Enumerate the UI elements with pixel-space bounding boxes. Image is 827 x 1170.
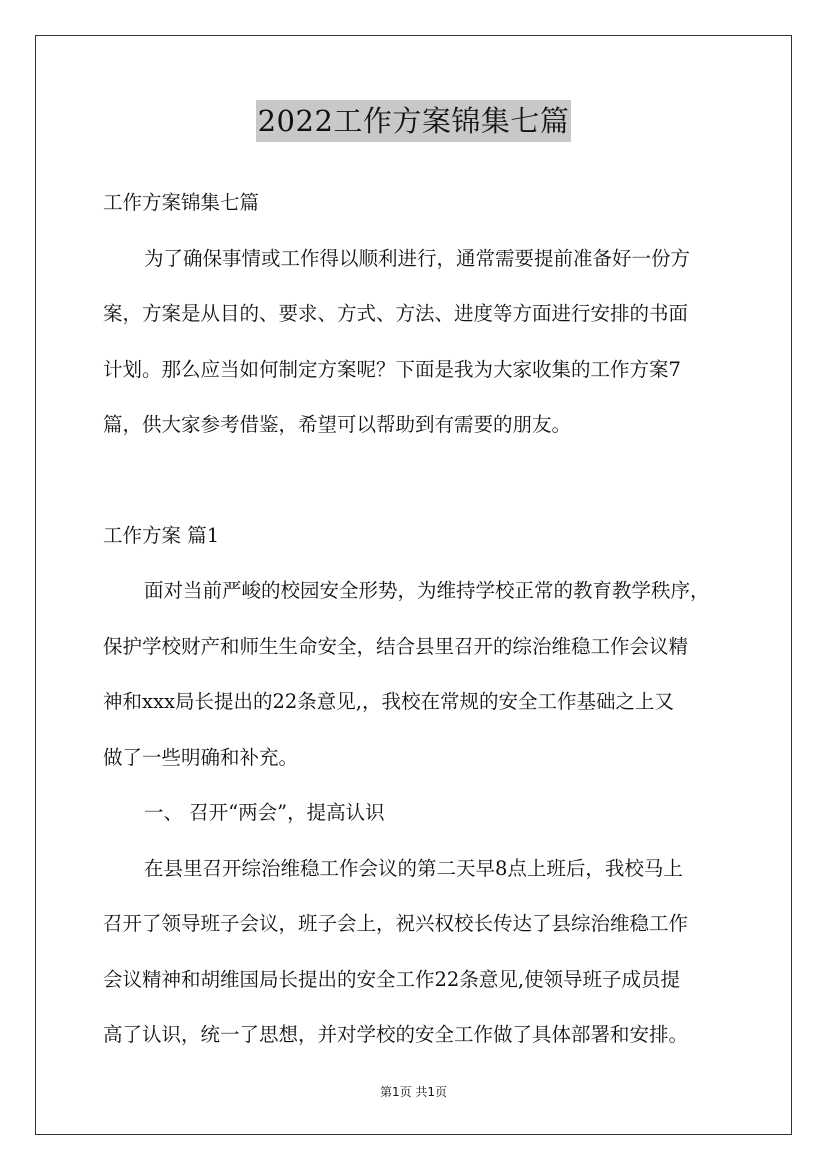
section-heading: 工作方案 篇1 xyxy=(103,523,220,547)
paragraph-gap xyxy=(103,453,733,508)
document-subtitle: 工作方案锦集七篇 xyxy=(103,191,260,214)
document-body xyxy=(103,175,733,1063)
paragraph-line: 高了认识，统一了思想，并对学校的安全工作做了具体部署和安排。 xyxy=(103,1023,689,1046)
paragraph-line: 保护学校财产和师生生命安全，结合县里召开的综治维稳工作会议精 xyxy=(103,634,689,658)
paragraph-line: 神和xxx局长提出的22条意见,，我校在常规的安全工作基础之上又 xyxy=(103,690,675,713)
title-container xyxy=(0,100,827,142)
intro-line: 篇，供大家参考借鉴，希望可以帮助到有需要的朋友。 xyxy=(103,413,572,436)
page-footer: 第1页 共1页 xyxy=(379,1085,448,1099)
intro-line: 计划。那么应当如何制定方案呢？下面是我为大家收集的工作方案7 xyxy=(103,357,681,381)
list-item-heading: 一、 召开“两会”，提高认识 xyxy=(144,801,385,824)
paragraph-line: 召开了领导班子会议，班子会上，祝兴权校长传达了县综治维稳工作 xyxy=(103,912,689,935)
intro-line: 案，方案是从目的、要求、方式、方法、进度等方面进行安排的书面 xyxy=(103,302,689,325)
paragraph-line: 在县里召开综治维稳工作会议的第二天早8点上班后，我校马上 xyxy=(144,856,683,880)
paragraph-line: 会议精神和胡维国局长提出的安全工作22条意见,使领导班子成员提 xyxy=(103,967,681,991)
paragraph-line: 做了一些明确和补充。 xyxy=(103,745,299,769)
document-title: 2022工作方案锦集七篇 xyxy=(256,100,572,142)
paragraph-line: 面对当前严峻的校园安全形势，为维持学校正常的教育教学秩序， xyxy=(144,579,710,602)
intro-line: 为了确保事情或工作得以顺利进行，通常需要提前准备好一份方 xyxy=(144,246,691,270)
